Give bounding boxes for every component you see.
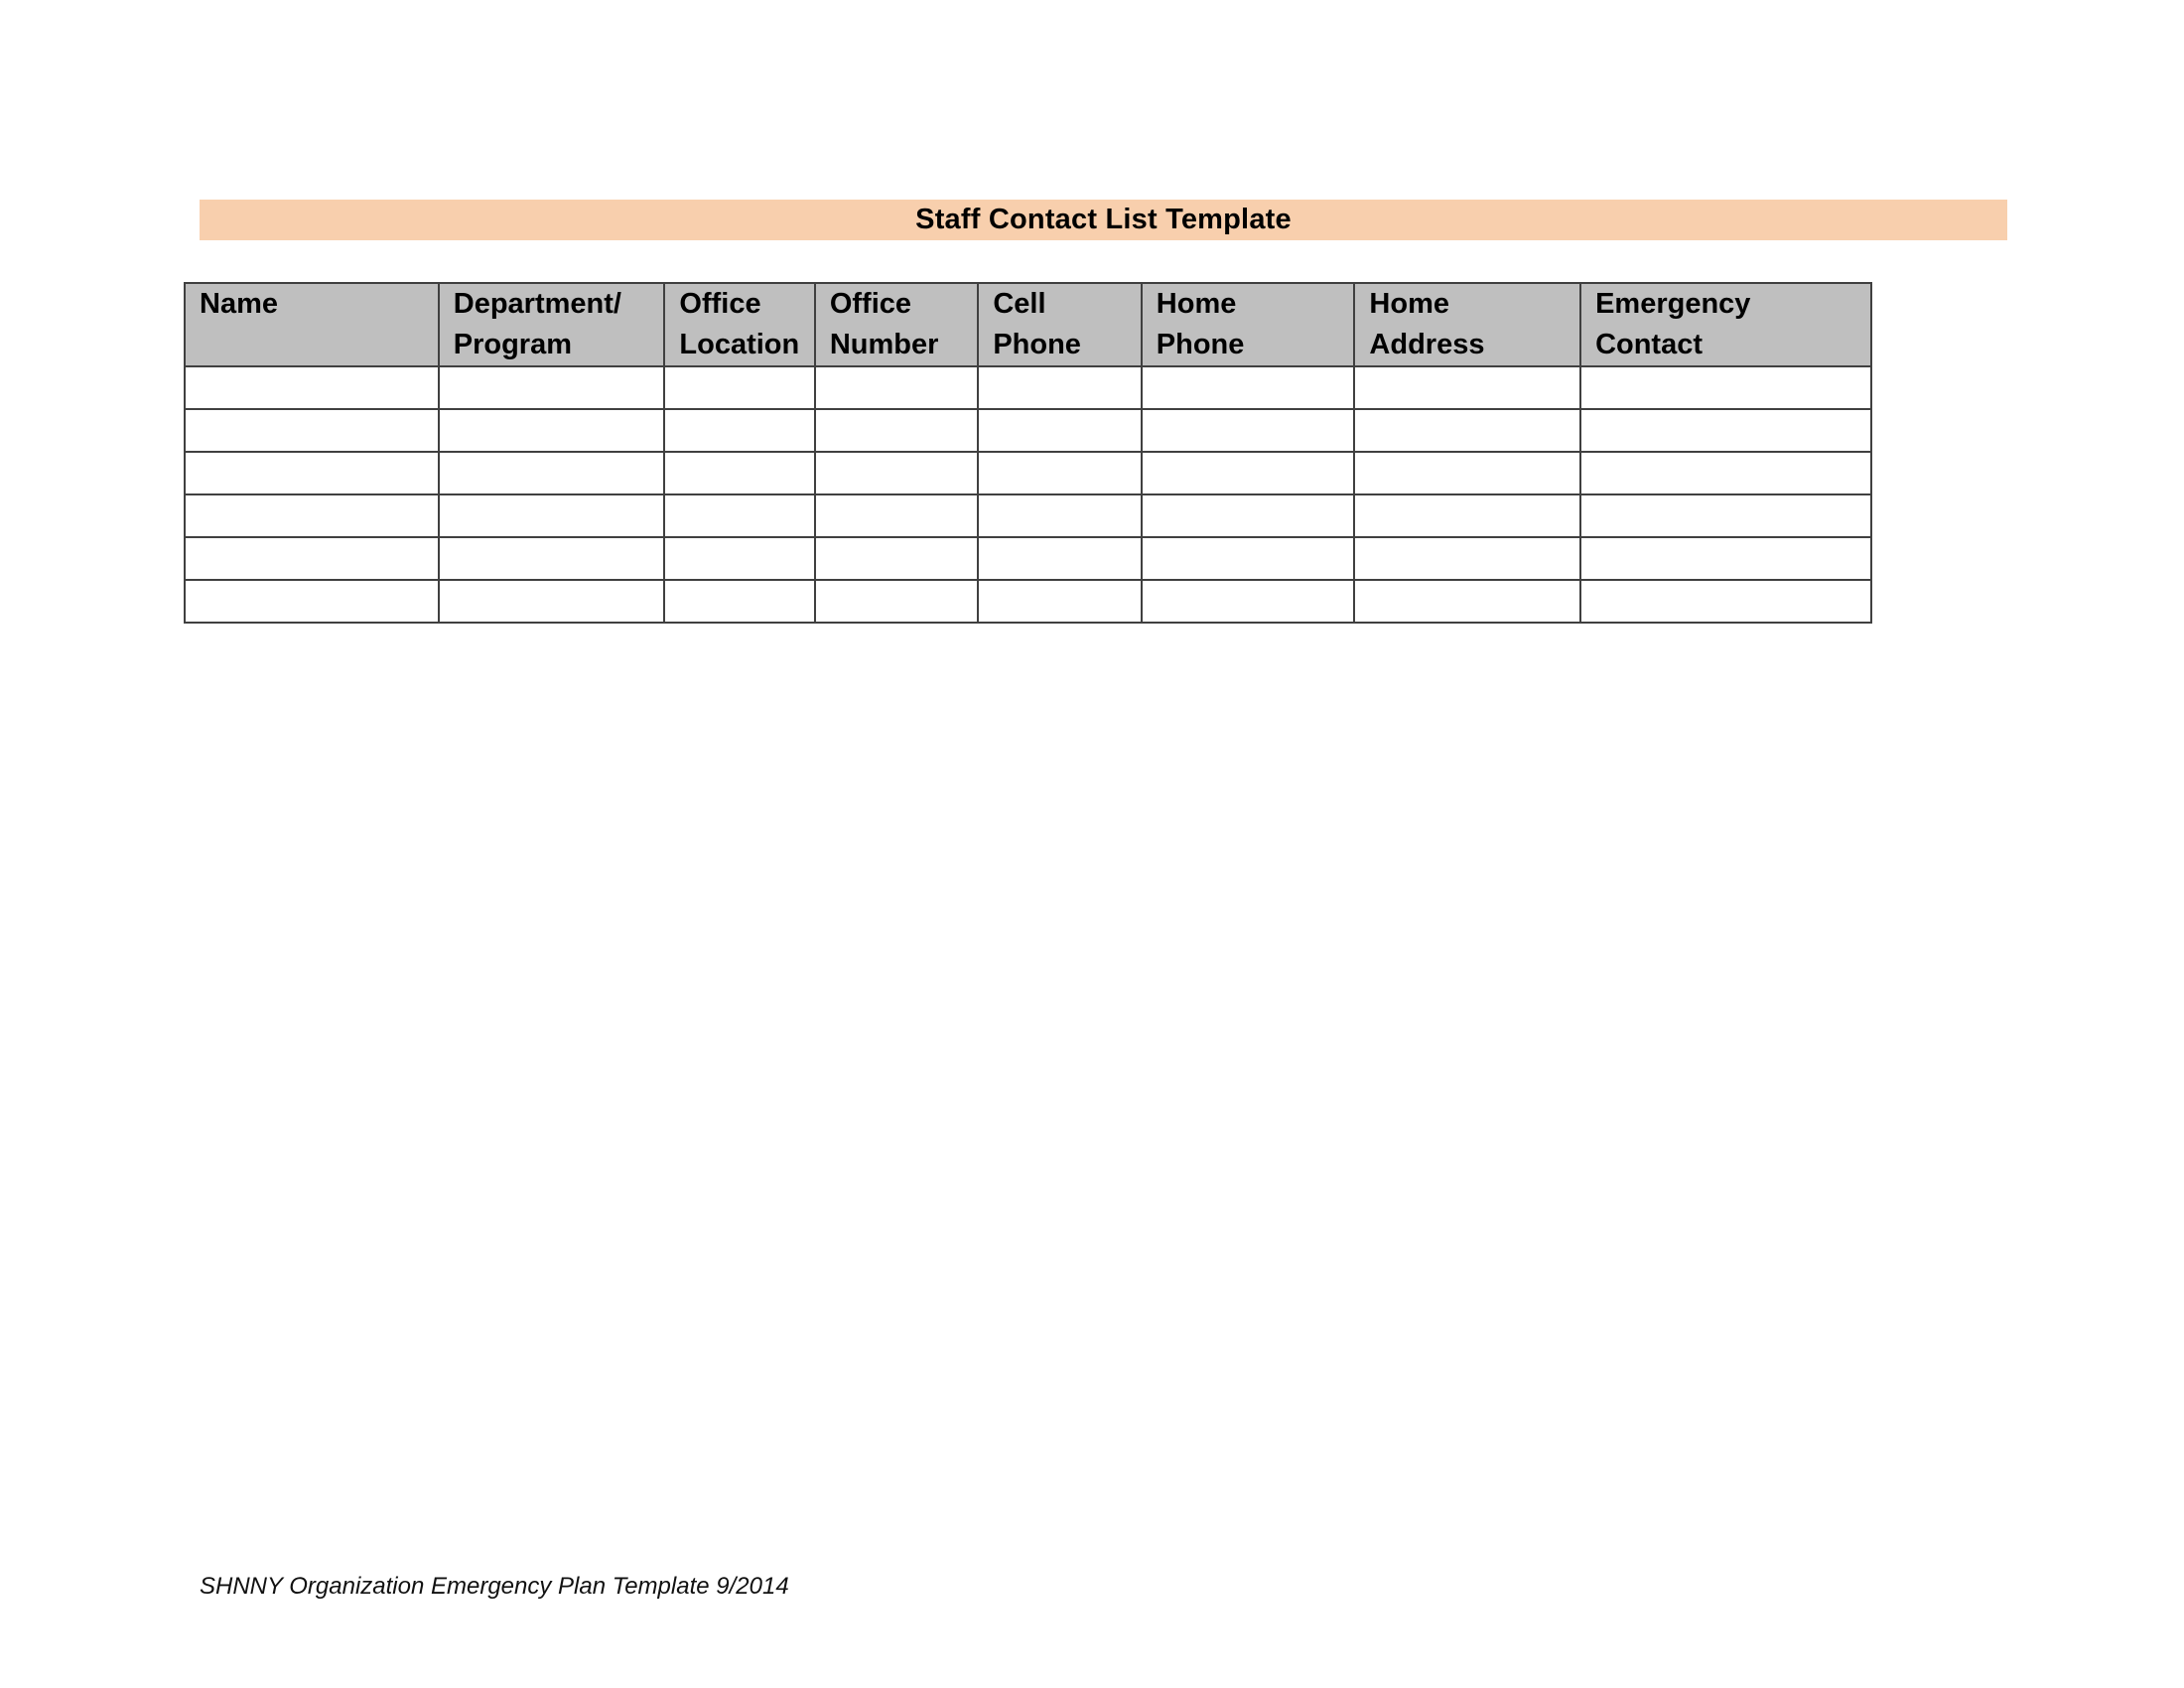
table-cell[interactable] xyxy=(815,537,978,580)
table-cell[interactable] xyxy=(1580,452,1871,494)
table-cell[interactable] xyxy=(978,366,1141,409)
column-header-cell-phone: Cell Phone xyxy=(978,283,1141,366)
table-cell[interactable] xyxy=(1580,537,1871,580)
table-row xyxy=(185,366,1871,409)
column-header-office-location: Office Location xyxy=(664,283,814,366)
table-cell[interactable] xyxy=(978,409,1141,452)
table-cell[interactable] xyxy=(1354,580,1580,623)
column-header-emergency-contact: Emergency Contact xyxy=(1580,283,1871,366)
column-header-home-address: Home Address xyxy=(1354,283,1580,366)
table-row xyxy=(185,494,1871,537)
table-cell[interactable] xyxy=(1354,537,1580,580)
table-cell[interactable] xyxy=(185,580,439,623)
staff-contact-table xyxy=(184,282,1872,624)
table-cell[interactable] xyxy=(815,580,978,623)
table-cell[interactable] xyxy=(664,452,814,494)
table-row xyxy=(185,537,1871,580)
table-row xyxy=(185,580,1871,623)
table-cell[interactable] xyxy=(1142,409,1355,452)
table-cell[interactable] xyxy=(815,494,978,537)
table-body xyxy=(185,366,1871,623)
table-cell[interactable] xyxy=(1580,409,1871,452)
page-footer: SHNNY Organization Emergency Plan Template 9/2014 xyxy=(200,1573,789,1600)
title-bar xyxy=(200,200,2007,240)
table-cell[interactable] xyxy=(185,452,439,494)
table-cell[interactable] xyxy=(978,494,1141,537)
table-cell[interactable] xyxy=(1580,494,1871,537)
table-cell[interactable] xyxy=(978,452,1141,494)
table-cell[interactable] xyxy=(1354,409,1580,452)
table-cell[interactable] xyxy=(664,366,814,409)
table-cell[interactable] xyxy=(439,452,665,494)
table-cell[interactable] xyxy=(1142,452,1355,494)
table-cell[interactable] xyxy=(185,537,439,580)
table-cell[interactable] xyxy=(664,494,814,537)
table-cell[interactable] xyxy=(978,537,1141,580)
page-title: Staff Contact List Template xyxy=(915,204,1292,235)
table-cell[interactable] xyxy=(439,409,665,452)
table-cell[interactable] xyxy=(439,580,665,623)
table-cell[interactable] xyxy=(439,537,665,580)
table-cell[interactable] xyxy=(664,580,814,623)
table-cell[interactable] xyxy=(1142,580,1355,623)
table-cell[interactable] xyxy=(1580,366,1871,409)
table-cell[interactable] xyxy=(664,409,814,452)
table-cell[interactable] xyxy=(815,452,978,494)
column-header-home-phone: Home Phone xyxy=(1142,283,1355,366)
table-cell[interactable] xyxy=(185,494,439,537)
table-cell[interactable] xyxy=(1354,494,1580,537)
table-cell[interactable] xyxy=(1142,537,1355,580)
header-row xyxy=(185,283,1871,366)
column-header-office-number: Office Number xyxy=(815,283,978,366)
table-cell[interactable] xyxy=(664,537,814,580)
table-cell[interactable] xyxy=(815,409,978,452)
table-cell[interactable] xyxy=(185,409,439,452)
table-cell[interactable] xyxy=(1142,366,1355,409)
table-cell[interactable] xyxy=(815,366,978,409)
table-cell[interactable] xyxy=(439,366,665,409)
column-header-department-program: Department/ Program xyxy=(439,283,665,366)
column-header-name: Name xyxy=(185,283,439,366)
table-row xyxy=(185,452,1871,494)
table-cell[interactable] xyxy=(1580,580,1871,623)
table-cell[interactable] xyxy=(185,366,439,409)
table-cell[interactable] xyxy=(1354,452,1580,494)
table-cell[interactable] xyxy=(1142,494,1355,537)
table-cell[interactable] xyxy=(439,494,665,537)
table-cell[interactable] xyxy=(978,580,1141,623)
table-row xyxy=(185,409,1871,452)
table-cell[interactable] xyxy=(1354,366,1580,409)
